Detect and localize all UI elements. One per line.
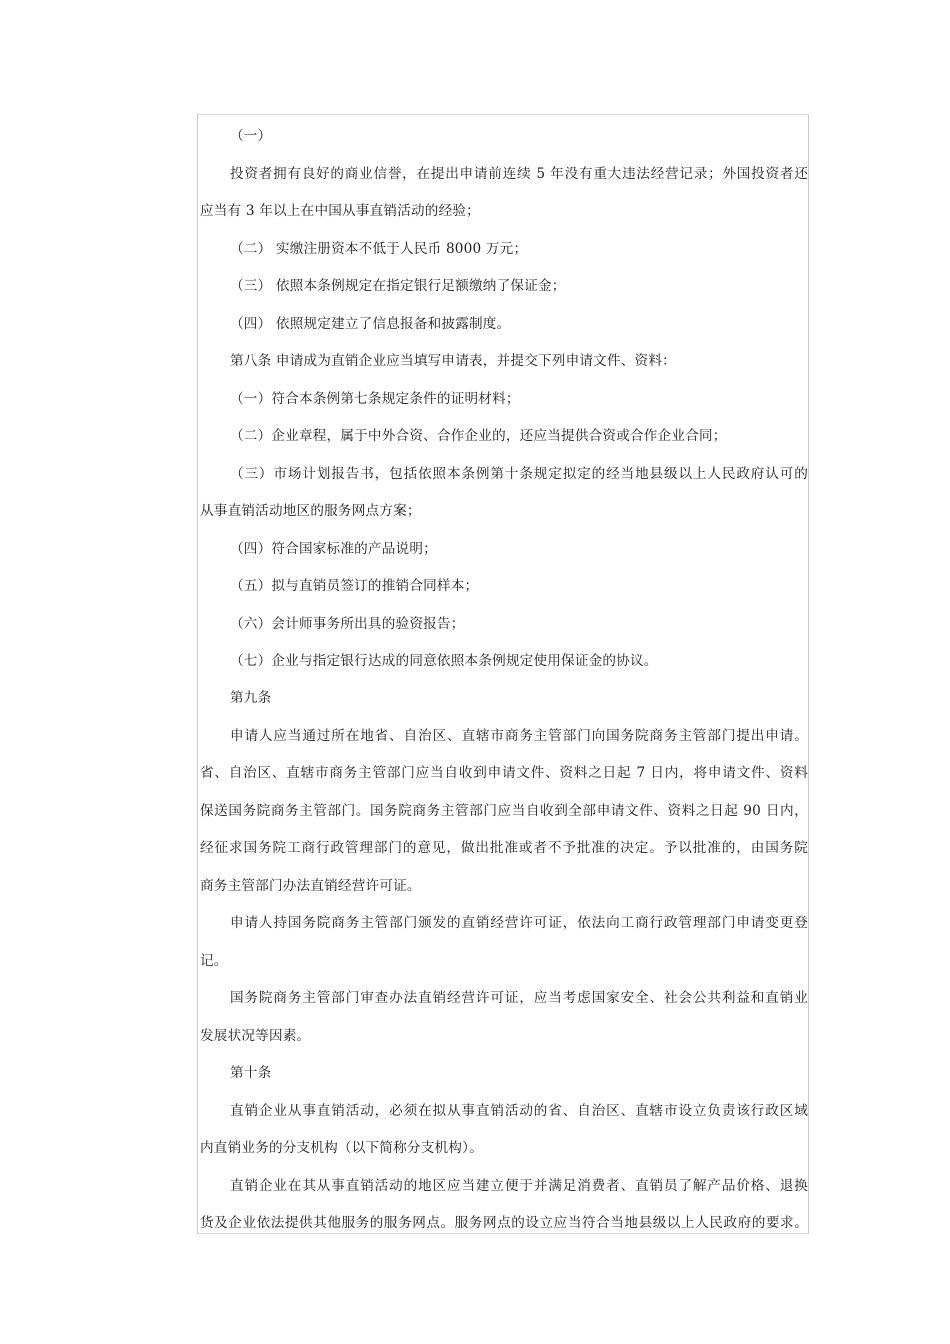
paragraph-line: （四） 依照规定建立了信息报备和披露制度。: [230, 316, 511, 332]
article-heading: 第十条: [230, 1065, 272, 1081]
paragraph-line: 货及企业依法提供其他服务的服务网点。服务网点的设立应当符合当地县级以上人民政府的要求。: [200, 1215, 808, 1231]
paragraph-line: 发展状况等因素。: [200, 1028, 311, 1044]
paragraph-line: 申请人应当通过所在地省、自治区、直辖市商务主管部门向国务院商务主管部门提出申请。: [230, 728, 808, 744]
paragraph-line: 省、自治区、直辖市商务主管部门应当自收到申请文件、资料之日起 7 日内，将申请文件、资料: [200, 765, 808, 781]
paragraph-line: （一）: [230, 128, 272, 144]
paragraph-line: 从事直销活动地区的服务网点方案；: [200, 503, 421, 519]
article-heading: 第八条 申请成为直销企业应当填写申请表，并提交下列申请文件、资料：: [230, 353, 676, 369]
paragraph-line: （二）企业章程，属于中外合资、合作企业的，还应当提供合资或合作企业合同；: [230, 428, 727, 444]
paragraph-line: （三）市场计划报告书，包括依照本条例第十条规定拟定的经当地县级以上人民政府认可的: [230, 466, 808, 482]
paragraph-line: 商务主管部门办法直销经营许可证。: [200, 878, 421, 894]
paragraph-line: （七）企业与指定银行达成的同意依照本条例规定使用保证金的协议。: [230, 653, 658, 669]
paragraph-line: 直销企业在其从事直销活动的地区应当建立便于并满足消费者、直销员了解产品价格、退换: [230, 1178, 808, 1194]
paragraph-line: （一）符合本条例第七条规定条件的证明材料；: [230, 391, 520, 407]
paragraph-line: 经征求国务院工商行政管理部门的意见，做出批准或者不予批准的决定。予以批准的，由国务院: [200, 840, 808, 856]
paragraph-line: 申请人持国务院商务主管部门颁发的直销经营许可证，依法向工商行政管理部门申请变更登: [230, 915, 808, 931]
article-heading: 第九条: [230, 690, 272, 706]
paragraph-line: 直销企业从事直销活动，必须在拟从事直销活动的省、自治区、直辖市设立负责该行政区域: [230, 1103, 808, 1119]
paragraph-line: （四）符合国家标准的产品说明；: [230, 541, 437, 557]
paragraph-line: 应当有 3 年以上在中国从事直销活动的经验；: [200, 203, 480, 219]
paragraph-line: （六）会计师事务所出具的验资报告；: [230, 616, 465, 632]
paragraph-line: （五）拟与直销员签订的推销合同样本；: [230, 578, 479, 594]
paragraph-line: 保送国务院商务主管部门。国务院商务主管部门应当自收到全部申请文件、资料之日起 90 日内，: [200, 803, 808, 819]
paragraph-line: 内直销业务的分支机构（以下简称分支机构）。: [200, 1140, 483, 1156]
paragraph-line: 记。: [200, 953, 228, 969]
paragraph-line: 投资者拥有良好的商业信誉，在提出申请前连续 5 年没有重大违法经营记录；外国投资者还: [230, 166, 808, 182]
paragraph-line: （三） 依照本条例规定在指定银行足额缴纳了保证金；: [230, 278, 566, 294]
paragraph-line: （二） 实缴注册资本不低于人民币 8000 万元；: [230, 241, 528, 257]
paragraph-line: 国务院商务主管部门审查办法直销经营许可证，应当考虑国家安全、社会公共利益和直销业: [230, 990, 808, 1006]
